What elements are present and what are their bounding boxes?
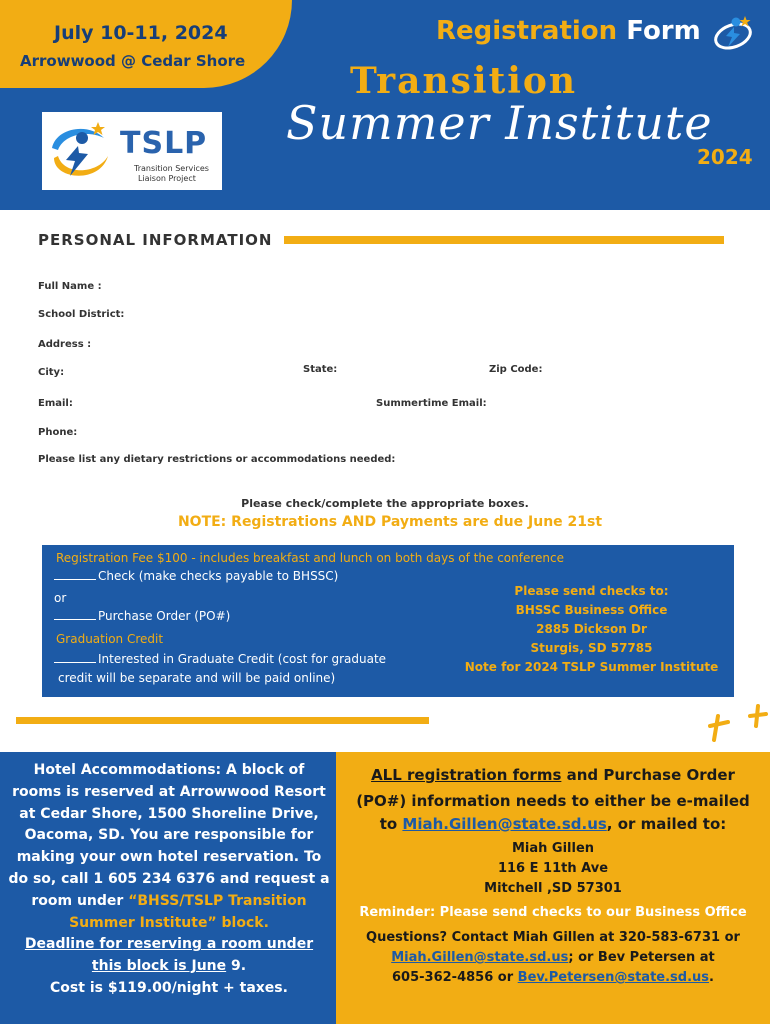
reg-line1 xyxy=(336,766,770,784)
phone-field[interactable]: Phone: xyxy=(38,427,78,438)
section-title-personal: PERSONAL INFORMATION xyxy=(38,231,273,249)
title-transition: Transition xyxy=(350,60,578,102)
hotel-accommodations-panel xyxy=(0,752,336,1024)
title-summer-institute: Summer Institute xyxy=(286,96,713,150)
hotel-deadline: Deadline for reserving a room under this block is June xyxy=(24,936,314,975)
section-rule xyxy=(284,236,724,244)
reg-line1-underlined: ALL registration forms xyxy=(371,766,562,784)
grad-credit-line1: Interested in Graduate Credit (cost for graduate xyxy=(98,652,387,666)
send-street: 2885 Dickson Dr xyxy=(536,622,647,636)
tslp-swoosh-icon xyxy=(48,118,112,184)
mail-city: Mitchell ,SD 57301 xyxy=(484,881,622,896)
questions-line2 xyxy=(336,950,770,965)
reg-line2: (PO#) information needs to either be e-mailed xyxy=(356,792,750,810)
due-date-note: NOTE: Registrations AND Payments are due June 21st xyxy=(177,514,603,530)
city-field[interactable]: City: xyxy=(38,367,65,378)
logo-subtitle-1: Transition Services xyxy=(134,164,209,173)
reminder-text: Reminder: Please send checks to our Business Office xyxy=(359,905,747,920)
registration-fee-box xyxy=(42,545,734,697)
form-title-word2: Form xyxy=(626,16,701,46)
send-note: Note for 2024 TSLP Summer Institute xyxy=(464,660,719,674)
logo-subtitle-2: Liaison Project xyxy=(138,174,196,183)
form-title-word1: Registration xyxy=(436,16,618,46)
hotel-cost: Cost is $119.00/night + taxes. xyxy=(50,979,288,996)
dietary-field[interactable]: Please list any dietary restrictions or accommodations needed: xyxy=(38,454,396,465)
tslp-logo xyxy=(42,112,222,190)
reg-line3 xyxy=(336,815,770,833)
email-field[interactable]: Email: xyxy=(38,398,73,409)
zip-code-field[interactable]: Zip Code: xyxy=(489,364,543,375)
form-title xyxy=(436,16,701,46)
check-option[interactable] xyxy=(54,569,338,583)
registration-contact-panel xyxy=(336,752,770,1024)
send-checks-title: Please send checks to: xyxy=(514,584,669,598)
po-blank[interactable] xyxy=(54,619,96,620)
or-label: or xyxy=(54,591,67,605)
state-field[interactable]: State: xyxy=(303,364,338,375)
reg-line1-rest: and Purchase Order xyxy=(566,766,735,784)
grad-credit-heading: Graduation Credit xyxy=(56,632,164,646)
reg-line3-rest: , or mailed to: xyxy=(606,815,727,833)
grad-credit-blank[interactable] xyxy=(54,662,96,663)
event-venue: Arrowwood @ Cedar Shore xyxy=(20,52,246,70)
questions-line3 xyxy=(336,970,770,985)
send-city: Sturgis, SD 57785 xyxy=(530,641,653,655)
bev-phone: 605-362-4856 or xyxy=(392,970,514,985)
miah-email-link-2[interactable]: Miah.Gillen@state.sd.us xyxy=(391,950,569,965)
school-district-field[interactable]: School District: xyxy=(38,309,125,320)
hotel-deadline-day: 9. xyxy=(231,958,247,975)
questions-line3-end: . xyxy=(709,970,714,985)
check-option-label: Check (make checks payable to BHSSC) xyxy=(98,569,339,583)
check-blank[interactable] xyxy=(54,579,96,580)
sparkle-icon xyxy=(700,704,770,744)
title-year: 2024 xyxy=(697,145,753,169)
po-option[interactable] xyxy=(54,609,230,623)
questions-line2-rest: ; or Bev Petersen at xyxy=(568,950,715,965)
check-instructions: Please check/complete the appropriate boxes. xyxy=(241,497,529,510)
grad-credit-line2: credit will be separate and will be paid online) xyxy=(58,671,336,685)
tslp-figure-icon xyxy=(712,12,754,54)
bev-email-link[interactable]: Bev.Petersen@state.sd.us xyxy=(517,970,710,985)
po-option-label: Purchase Order (PO#) xyxy=(98,609,231,623)
fee-heading: Registration Fee $100 - includes breakfast and lunch on both days of the conference xyxy=(56,551,564,565)
logo-name: TSLP xyxy=(120,126,208,161)
divider-rule xyxy=(16,717,429,724)
address-field[interactable]: Address : xyxy=(38,339,92,350)
event-dates: July 10-11, 2024 xyxy=(54,22,228,44)
hotel-text xyxy=(8,760,330,1000)
miah-email-link[interactable]: Miah.Gillen@state.sd.us xyxy=(402,815,607,833)
send-office: BHSSC Business Office xyxy=(515,603,668,617)
date-badge xyxy=(0,0,292,88)
mail-name: Miah Gillen xyxy=(511,841,595,856)
summertime-email-field[interactable]: Summertime Email: xyxy=(376,398,487,409)
reg-line3-to: to xyxy=(379,815,398,833)
questions-line1: Questions? Contact Miah Gillen at 320-583-6731 or xyxy=(366,930,740,945)
hotel-paragraph: Hotel Accommodations: A block of rooms is reserved at Arrowwood Resort at Cedar Shore, 1500 Shoreline Drive, Oacoma, SD. You are responsible for making your own hotel reservation. To do so, call 1 605 234 6376 and request a room under xyxy=(8,762,330,909)
hotel-block-name: “BHSS/TSLP Transition Summer Institute” block. xyxy=(69,892,307,931)
header-banner xyxy=(0,0,770,210)
grad-credit-option[interactable] xyxy=(54,652,386,666)
full-name-field[interactable]: Full Name : xyxy=(38,281,102,292)
mail-street: 116 E 11th Ave xyxy=(497,861,609,876)
